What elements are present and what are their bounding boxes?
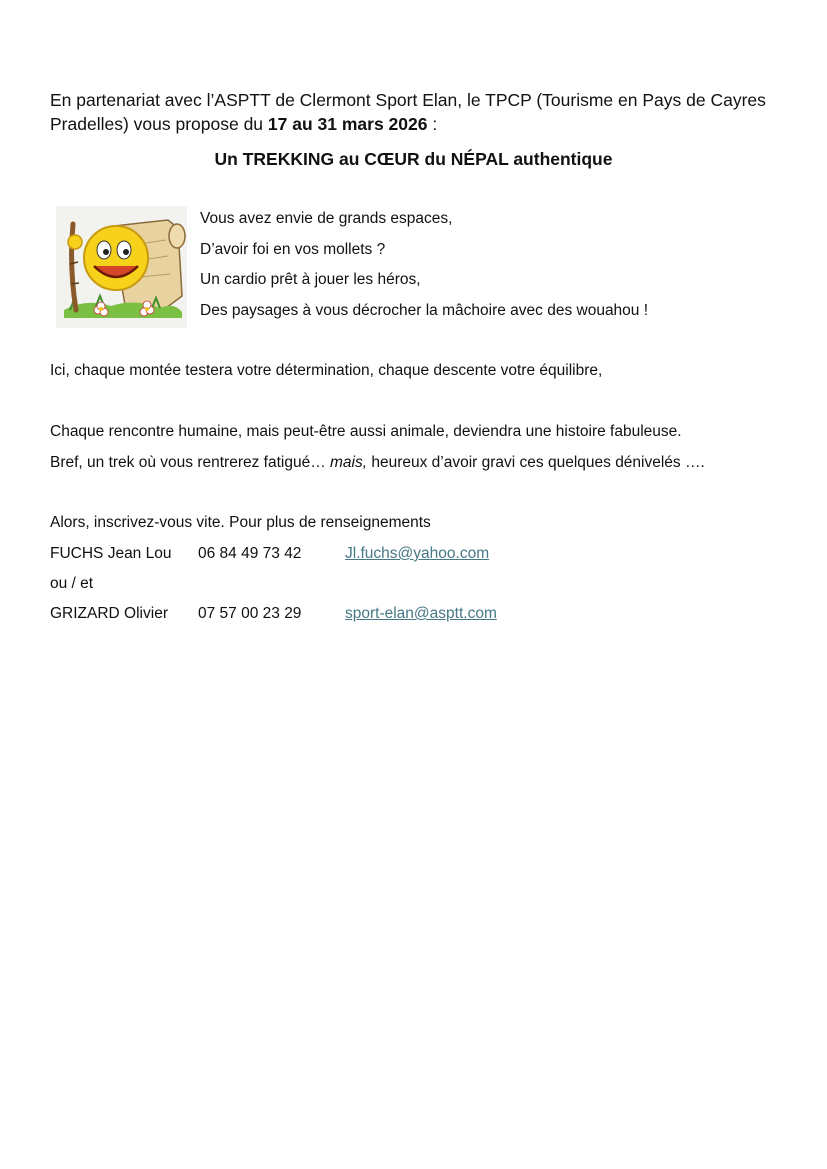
paragraph-signup: Alors, inscrivez-vous vite. Pour plus de renseignements [50,514,431,531]
intro-text: En partenariat avec l’ASPTT de Clermont Sport Elan, le TPCP (Tourisme en Pays de Cayres Pradelles) vous propose du [50,90,766,134]
smiley-hiker-icon [56,206,187,328]
document-title: Un TREKKING au CŒUR du NÉPAL authentique [214,149,613,169]
contact-phone: 06 84 49 73 42 [198,545,302,562]
poem-line: Vous avez envie de grands espaces, [200,210,453,227]
poem-line: Des paysages à vous décrocher la mâchoire avec des wouahou ! [200,301,649,319]
paragraph-encounters: Chaque rencontre humaine, mais peut-être aussi animale, deviendra une histoire fabuleuse. [50,423,682,440]
summary-text-b: heureux d’avoir gravi ces quelques dénivelés …. [367,454,705,471]
contact-email-link[interactable]: Jl.fuchs@yahoo.com [345,545,490,562]
trip-dates: 17 au 31 mars 2026 [267,114,428,134]
contact-name: FUCHS Jean Lou [50,545,172,562]
poem-block [200,207,648,329]
intro-paragraph [50,88,790,136]
contact-separator: ou / et [50,575,94,592]
summary-text-a: Bref, un trek où vous rentrerez fatigué… [50,454,330,471]
smiley-hiker-illustration [56,206,187,328]
contact-phone: 07 57 00 23 29 [198,605,302,622]
intro-colon: : [427,114,438,134]
paragraph-summary [50,451,705,475]
paragraph-ascent: Ici, chaque montée testera votre détermination, chaque descente votre équilibre, [50,362,603,379]
contact-name: GRIZARD Olivier [50,605,168,622]
poem-line: Un cardio prêt à jouer les héros, [200,271,421,288]
poem-line: D’avoir foi en vos mollets ? [200,240,386,258]
contact-email-link[interactable]: sport-elan@asptt.com [345,605,497,622]
summary-emphasis: mais, [330,454,368,471]
